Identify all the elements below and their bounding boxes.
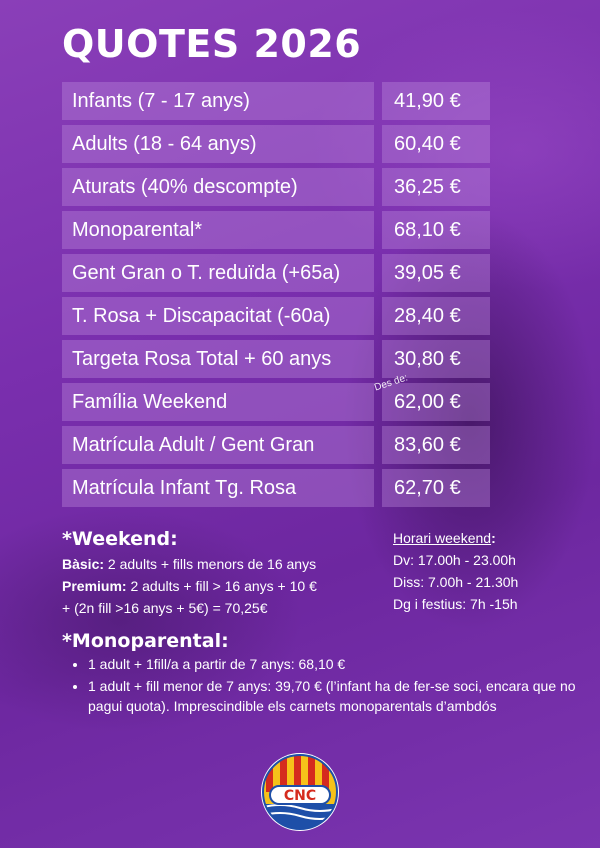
monoparental-heading: *Monoparental: [62,630,229,652]
horari-line: Diss: 7.00h - 21.30h [393,574,519,590]
weekend-premium [62,576,317,596]
row-label: Adults (18 - 64 anys) [62,125,374,163]
row-price: 36,25 € [382,168,490,206]
basic-text: 2 adults + fills menors de 16 anys [104,556,317,572]
row-price: 68,10 € [382,211,490,249]
row-label: Matrícula Infant Tg. Rosa [62,469,374,507]
row-label: Aturats (40% descompte) [62,168,374,206]
weekend-heading: *Weekend: [62,528,178,550]
premium-text: 2 adults + fill > 16 anys + 10 € [126,578,317,594]
list-item: • 1 adult + fill menor de 7 anys: 39,70 € (l’infant ha de fer-se soci, encara que no pagui quota). Imprescindible els carnets monoparentals d’ambdós [88,676,588,716]
row-price: 28,40 € [382,297,490,335]
horari-heading [393,528,496,548]
row-label: Infants (7 - 17 anys) [62,82,374,120]
row-price: 62,70 € [382,469,490,507]
premium-label: Premium: [62,578,127,594]
row-price: 62,00 € [382,383,490,421]
weekend-premium-extra: + (2n fill >16 anys + 5€) = 70,25€ [62,600,268,616]
row-price: 39,05 € [382,254,490,292]
basic-label: Bàsic: [62,556,105,572]
row-price: 30,80 € [382,340,490,378]
horari-line: Dv: 17.00h - 23.00h [393,552,516,568]
row-price: 60,40 € [382,125,490,163]
row-label: Targeta Rosa Total + 60 anys [62,340,374,378]
page-title: QUOTES 2026 [62,22,362,66]
horari-line: Dg i festius: 7h -15h [393,596,518,612]
weekend-basic [62,554,316,574]
logo-text: CNC [283,788,317,804]
row-label: Matrícula Adult / Gent Gran [62,426,374,464]
row-price: 83,60 € [382,426,490,464]
row-label: Gent Gran o T. reduïda (+65a) [62,254,374,292]
desde-note: Des de: [373,372,410,394]
row-label: Família Weekend [62,383,374,421]
horari-colon: : [491,530,496,546]
row-price: 41,90 € [382,82,490,120]
club-logo [260,752,340,832]
monoparental-list [68,654,588,718]
horari-title: Horari weekend [393,530,492,546]
row-label: T. Rosa + Discapacitat (-60a) [62,297,374,335]
row-label: Monoparental* [62,211,374,249]
list-item: • 1 adult + 1fill/a a partir de 7 anys: 68,10 € [88,654,588,674]
